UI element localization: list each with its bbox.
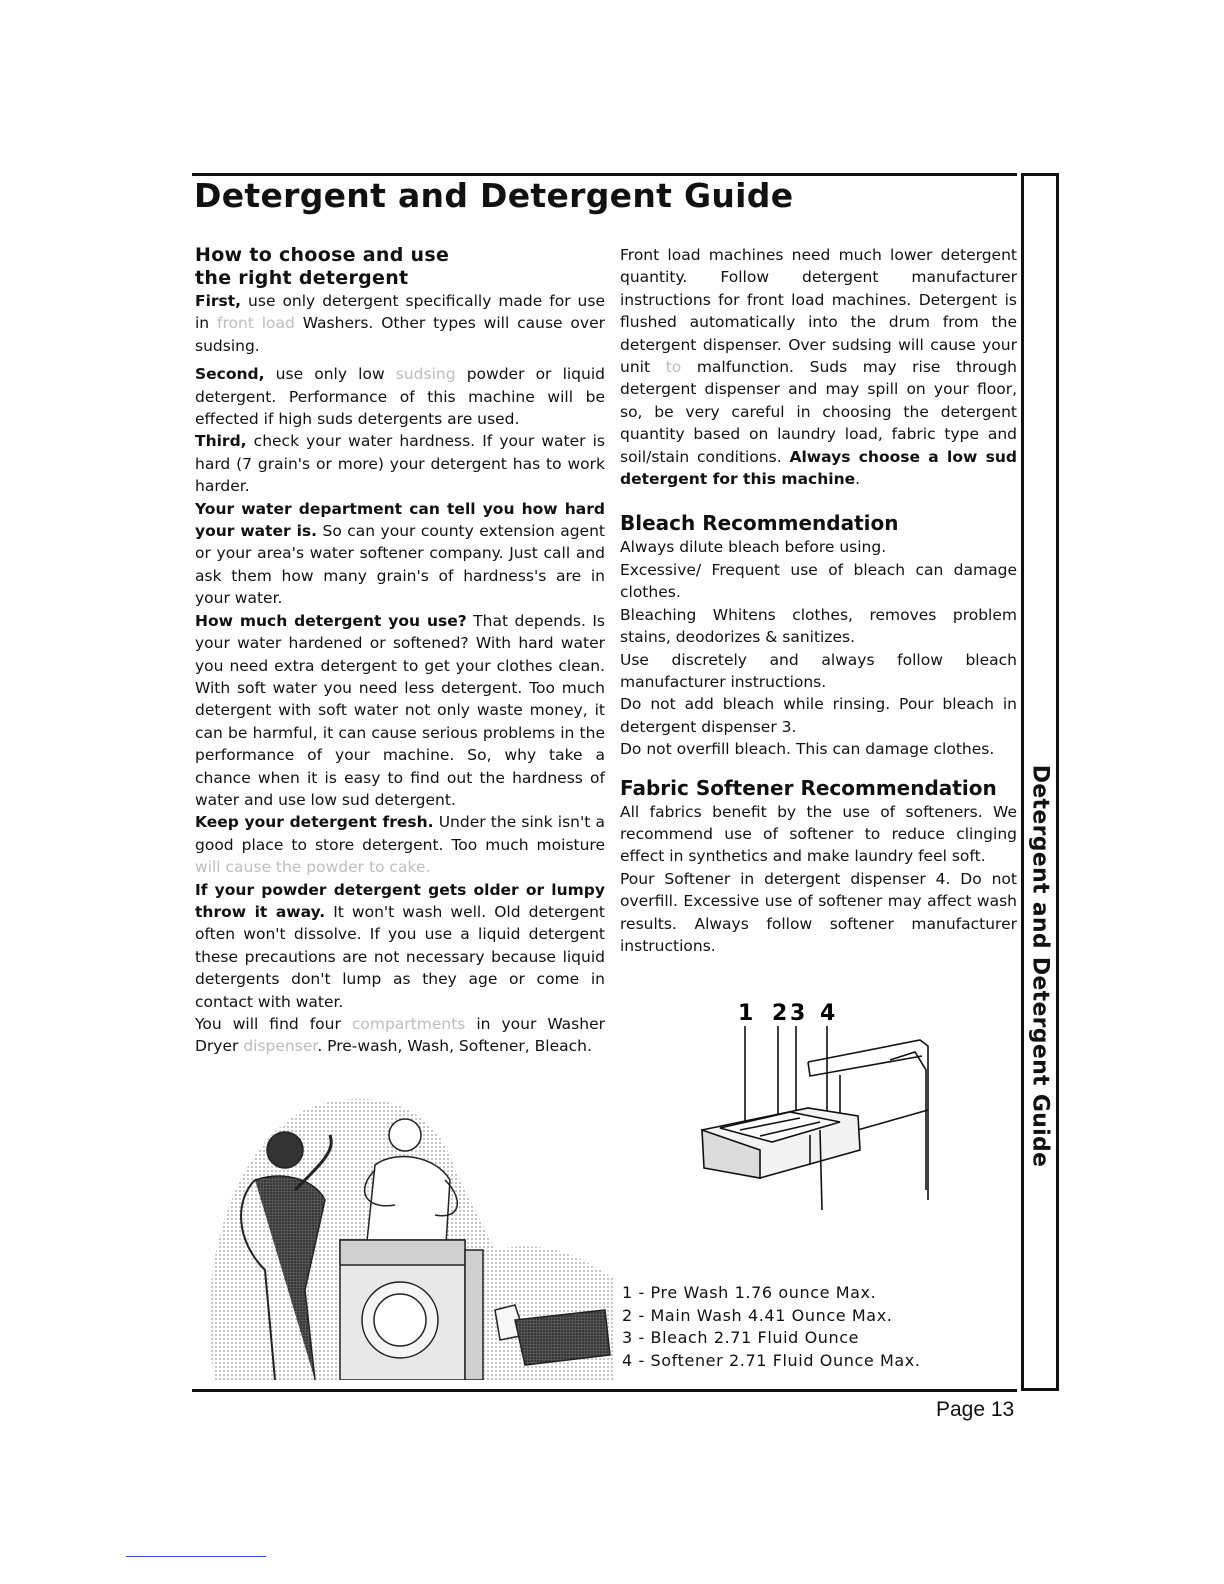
paragraph-throw-away [195, 879, 605, 1013]
lead-how-much: How much detergent you use? [195, 611, 467, 630]
text: Under the sink isn't a good place to store detergent. Too much moisture [195, 813, 605, 854]
paragraph-compartments [195, 1013, 605, 1058]
paragraph-front-load [620, 244, 1017, 490]
text: It won't wash well. Old detergent often won't dissolve. If you use a liquid detergent these precautions are not necessary because liquid detergents don't lump as they age or come in contact with water. [195, 902, 605, 1011]
bleach-line: Do not overfill bleach. This can damage clothes. [620, 740, 995, 759]
compartment-label-3: 3 [790, 1001, 806, 1026]
text: powder or liquid detergent. Performance of this machine will be effected if high suds detergents are used. [195, 365, 605, 429]
footer-link-underline [126, 1556, 266, 1557]
text: Front load machines need much lower detergent quantity. Follow detergent manufacturer instructions for front load machines. Detergent is flushed automatically into the drum from the detergent dispenser. Over sudsing will cause your unit [620, 246, 1017, 377]
text: That depends. Is your water hardened or softened? With hard water you need extra detergent to get your clothes clean. With soft water you need less detergent. Too much detergent with soft water not only waste money, it can be harmful, it can cause serious problems in the performance of your machine. So, why take a chance when it is easy to find out the hardness of water and use low sud detergent. [195, 611, 605, 809]
softener-line: Pour Softener in detergent dispenser 4. Do not overfill. Excessive use of softener may affect wash results. Always follow softener manufacturer instructions. [620, 869, 1017, 955]
softener-heading: Fabric Softener Recommendation [620, 775, 997, 800]
lead-water-department: Your water department can tell you how hard your water is. [195, 499, 605, 541]
lead-first: First, [195, 292, 242, 310]
bleach-line: Excessive/ Frequent use of bleach can damage clothes. [620, 560, 1017, 602]
text: Washers. Other types will cause over sudsing. [195, 314, 605, 355]
paragraph-first [195, 290, 605, 357]
lead-throw-away: If your powder detergent gets older or lumpy throw it away. [195, 880, 605, 921]
bleach-line: Do not add bleach while rinsing. Pour bleach in detergent dispenser 3. [620, 695, 1017, 736]
paragraph-third [195, 430, 605, 497]
text: in your Washer Dryer [195, 1015, 605, 1056]
faint-text: compartments [351, 1015, 466, 1033]
paragraph-keep-fresh [195, 811, 605, 878]
lead-keep-fresh: Keep your detergent fresh. [195, 813, 434, 832]
emphasis-low-sud: Always choose a low sud detergent for this machine [620, 447, 1017, 489]
left-column [195, 244, 605, 1058]
lead-second: Second, [195, 365, 265, 384]
dispenser-diagram [690, 1000, 940, 1220]
legend-item: 2 - Main Wash 4.41 Ounce Max. [622, 1305, 893, 1325]
legend-item: 3 - Bleach 2.71 Fluid Ounce [622, 1328, 860, 1347]
paragraph-water-department [195, 498, 605, 610]
compartment-legend [622, 1282, 921, 1372]
bleach-line: Use discretely and always follow bleach manufacturer instructions. [620, 650, 1017, 691]
text: You will find four [195, 1015, 352, 1033]
side-tab-label: Detergent and Detergent Guide [1027, 764, 1053, 1168]
page-title: Detergent and Detergent Guide [194, 176, 794, 215]
faint-text: sudsing [395, 365, 456, 384]
faint-text: dispenser [243, 1037, 318, 1056]
compartment-label-2: 2 [772, 1001, 788, 1026]
section-heading-choose [195, 244, 605, 290]
page-number: Page 13 [936, 1398, 1015, 1421]
bleach-heading: Bleach Recommendation [620, 511, 899, 536]
softener-line: All fabrics benefit by the use of softeners. We recommend use of softener to reduce clinging effect in synthetics and make laundry feel soft. [620, 802, 1017, 866]
text: . [855, 470, 861, 489]
lead-third: Third, [195, 432, 247, 451]
side-tab [1021, 173, 1059, 1391]
compartment-label-4: 4 [820, 1001, 836, 1026]
text: So can your county extension agent or your area's water softener company. Just call and ask them how many grain's of hardness's are in your water. [195, 522, 605, 608]
heading-line-1: How to choose and use [195, 244, 450, 266]
bottom-rule [192, 1389, 1017, 1392]
bleach-line: Bleaching Whitens clothes, removes problem stains, deodorizes & sanitizes. [620, 605, 1017, 647]
text: . Pre-wash, Wash, Softener, Bleach. [317, 1037, 592, 1056]
laundry-illustration [195, 1090, 615, 1380]
heading-line-2: the right detergent [195, 267, 409, 289]
compartment-label-1: 1 [738, 1001, 754, 1026]
paragraph-second [195, 363, 605, 430]
faint-text: will cause the powder to cake. [195, 858, 431, 877]
faint-text: to [665, 358, 682, 377]
text: malfunction. Suds may rise through detergent dispenser and may spill on your floor, so, be very careful in choosing the detergent quantity based on laundry load, fabric type and soil/stain conditions. [620, 358, 1017, 466]
paragraph-how-much [195, 610, 605, 812]
right-column [620, 244, 1017, 957]
text: check your water hardness. If your water is hard (7 grain's or more) your detergent has to work harder. [195, 432, 605, 496]
legend-item: 1 - Pre Wash 1.76 ounce Max. [622, 1283, 877, 1302]
faint-text: front load [217, 314, 295, 333]
text: use only low [264, 365, 396, 384]
text: use only detergent specifically made for use in [195, 292, 605, 333]
legend-item: 4 - Softener 2.71 Fluid Ounce Max. [622, 1350, 921, 1370]
bleach-line: Always dilute bleach before using. [620, 538, 887, 557]
